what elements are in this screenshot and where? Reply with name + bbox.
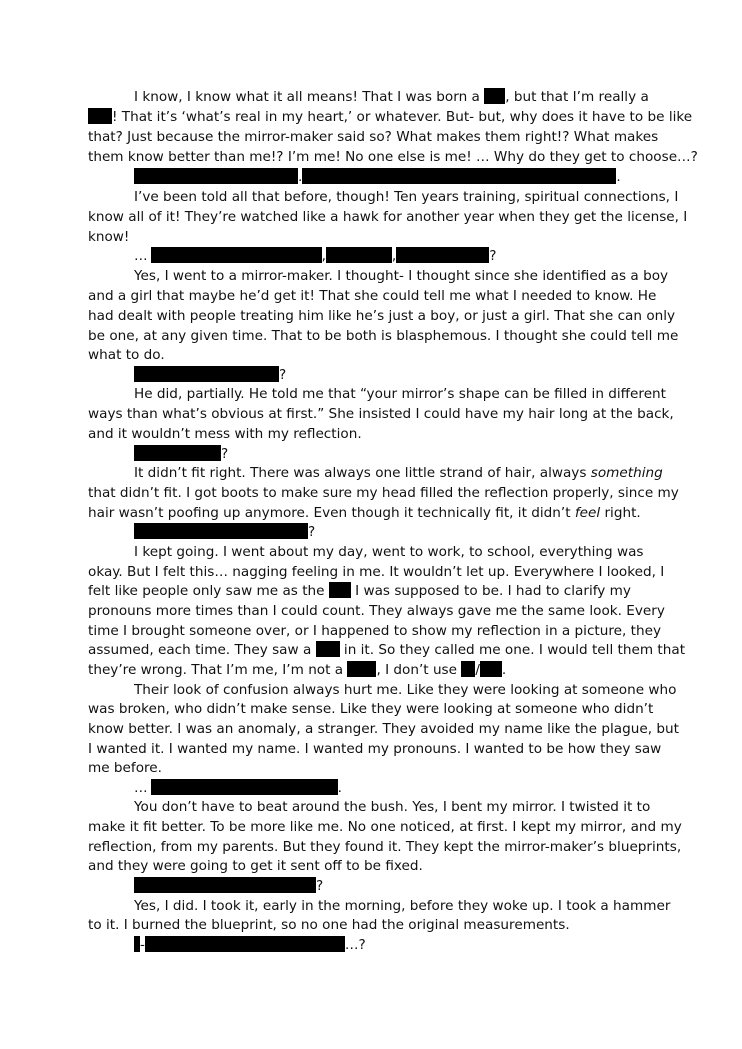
text-line: and they were going to get it sent off to be fixed. — [88, 858, 423, 874]
text-line: know better. I was an anomaly, a stranger. They avoided my name like the plague, but — [88, 721, 679, 737]
redaction-bar — [151, 779, 338, 795]
redaction-bar — [134, 366, 279, 382]
text-line: what to do. — [88, 347, 165, 363]
text-line: I’ve been told all that before, though! Ten years training, spiritual connections, I — [134, 189, 679, 205]
redaction-bar — [145, 936, 345, 952]
text-line: I kept going. I went about my day, went to work, to school, everything was — [134, 544, 644, 560]
redaction-bar — [329, 582, 351, 598]
redaction-bar — [302, 168, 616, 184]
text-line: had dealt with people treating him like he’s just a boy, or just a girl. That she can only — [88, 308, 676, 324]
redacted-line: ? — [134, 523, 315, 543]
text-line: okay. But I felt this… nagging feeling in me. It wouldn’t let up. Everywhere I looked, I — [88, 564, 665, 580]
text-line: Their look of confusion always hurt me. Like they were looking at someone who — [134, 682, 677, 698]
redacted-line: … , , ? — [134, 248, 497, 264]
text-line: Yes, I went to a mirror-maker. I thought- I thought since she identified as a boy — [134, 268, 669, 284]
redaction-bar — [326, 247, 392, 263]
redaction-bar — [396, 247, 489, 263]
text-line: was broken, who didn’t make sense. Like they were looking at someone who didn’t — [88, 701, 654, 717]
text-line: He did, partially. He told me that “your mirror’s shape can be filled in different — [134, 386, 667, 402]
text-line: ways than what’s obvious at first.” She insisted I could have my hair long at the back, — [88, 406, 674, 422]
redaction-bar — [88, 108, 112, 124]
redaction-bar — [316, 641, 340, 657]
text-line: felt like people only saw me as the I was supposed to be. I had to clarify my — [88, 583, 631, 599]
text-line: reflection, from my parents. But they found it. They kept the mirror-maker’s blueprints, — [88, 839, 682, 855]
redacted-line: . . — [134, 168, 621, 188]
text-line: Yes, I did. I took it, early in the morning, before they woke up. I took a hammer — [134, 898, 671, 914]
redacted-line: ? — [134, 877, 323, 897]
text-line: ! That it’s ‘what’s real in my heart,’ or whatever. But- but, why does it have to be like — [88, 108, 692, 128]
text-line: know all of it! They’re watched like a hawk for another year when they get the license, I — [88, 209, 688, 225]
text-line: be one, at any given time. That to be both is blasphemous. I thought she could tell me — [88, 328, 679, 344]
redacted-line: - …? — [134, 936, 366, 956]
redaction-bar — [134, 445, 221, 461]
text-line: them know better than me!? I’m me! No one else is me! … Why do they get to choose…? — [88, 149, 698, 165]
text-line: to it. I burned the blueprint, so no one had the original measurements. — [88, 917, 570, 933]
text-line: and it wouldn’t mess with my reflection. — [88, 426, 362, 442]
text-line: that? Just because the mirror-maker said so? What makes them right!? What makes — [88, 129, 659, 145]
text-line: and a girl that maybe he’d get it! That she could tell me what I needed to know. He — [88, 288, 657, 304]
text-line: assumed, each time. They saw a in it. So they called me one. I would tell them that — [88, 642, 686, 658]
text-line: I know, I know what it all means! That I was born a , but that I’m really a — [134, 89, 649, 105]
redaction-bar — [461, 661, 475, 677]
redaction-bar — [480, 661, 502, 677]
text-line: me before. — [88, 760, 162, 776]
text-line: make it fit better. To be more like me. No one noticed, at first. I kept my mirror, and my — [88, 819, 682, 835]
text-line: You don’t have to beat around the bush. Yes, I bent my mirror. I twisted it to — [134, 799, 651, 815]
text-line: It didn’t fit right. There was always one little strand of hair, always something — [134, 465, 663, 481]
redacted-line: … . — [134, 780, 342, 796]
redaction-bar — [484, 88, 505, 104]
text-line: pronouns more times than I could count. They always gave me the same look. Every — [88, 603, 665, 619]
redaction-bar — [347, 661, 376, 677]
text-line: that didn’t fit. I got boots to make sure my head filled the reflection properly, since my — [88, 485, 679, 501]
text-line: time I brought someone over, or I happened to show my reflection in a picture, they — [88, 623, 662, 639]
redaction-bar — [134, 523, 308, 539]
text-line: hair wasn’t poofing up anymore. Even though it technically fit, it didn’t feel right. — [88, 505, 641, 521]
text-line: they’re wrong. That I’m me, I’m not a , I don’t use / . — [88, 662, 507, 678]
redaction-bar — [151, 247, 322, 263]
redaction-bar — [134, 168, 298, 184]
redaction-bar — [134, 877, 316, 893]
redacted-line: ? — [134, 445, 228, 465]
redacted-line: ? — [134, 366, 286, 386]
text-line: I wanted it. I wanted my name. I wanted my pronouns. I wanted to be how they saw — [88, 741, 662, 757]
text-line: know! — [88, 229, 130, 245]
